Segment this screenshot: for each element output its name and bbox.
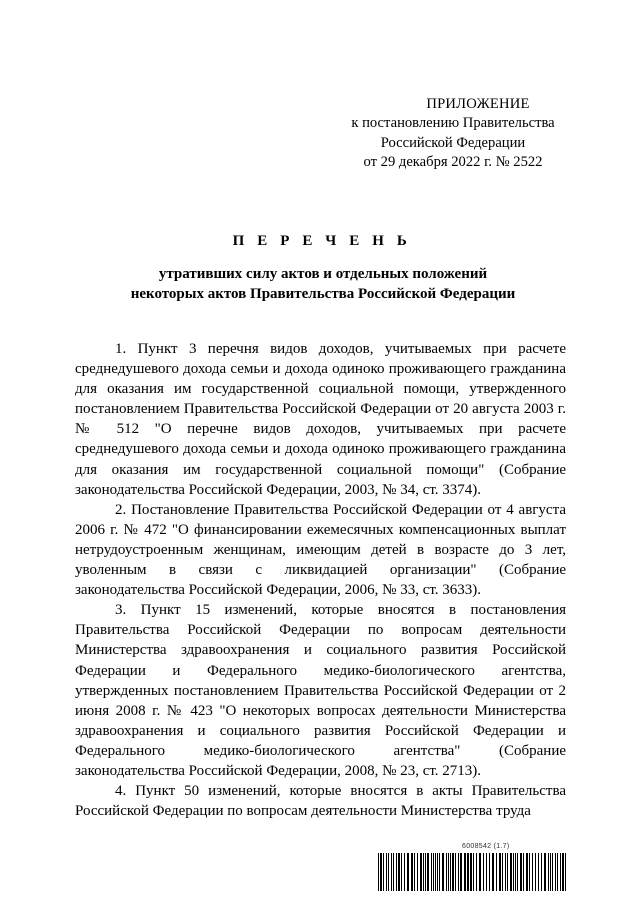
document-subheading <box>0 265 640 304</box>
appendix-line-date-number: от 29 декабря 2022 г. № 2522 <box>363 153 543 170</box>
document-body <box>75 339 566 821</box>
barcode-number: 6008542 (1.7) <box>462 843 510 850</box>
subheading-line-2: некоторых актов Правительства Российской Федерации <box>130 285 516 302</box>
document-heading: П Е Р Е Ч Е Н Ь <box>232 233 412 249</box>
appendix-line-decree: к постановлению Правительства <box>351 115 555 132</box>
appendix-block <box>338 95 568 172</box>
paragraph-item-1: 1. Пункт 3 перечня видов доходов, учитываемых при расчете среднедушевого дохода семьи и дохода одиноко проживающего гражданина для оказания им государственной социальной помощи, утвержденного постановлением Правительства Российской Федерации от 20 августа 2003 г. № 512 "О перечне видов доходов, учитываемых при расчете среднедушевого дохода семьи и дохода одиноко проживающего гражданина для оказания им государственной социальной помощи" (Собрание законодательства Российской Федерации, 2003, № 34, ст. 3374). <box>75 341 566 498</box>
subheading-line-1: утративших силу актов и отдельных положений <box>158 266 488 282</box>
paragraph-item-4: 4. Пункт 50 изменений, которые вносятся в акты Правительства Российской Федерации по вопросам деятельности Министерства труда <box>75 783 566 820</box>
paragraph-item-2: 2. Постановление Правительства Российской Федерации от 4 августа 2006 г. № 472 "О финансировании ежемесячных компенсационных выплат нетрудоустроенным женщинам, имеющим детей в возрасте до 3 лет, уволенным в связи с ликвидацией организации" (Собрание законодательства Российской Федерации, 2006, № 33, ст. 3633). <box>75 501 566 599</box>
barcode-icon <box>378 853 568 891</box>
appendix-title: ПРИЛОЖЕНИЕ <box>426 96 530 112</box>
appendix-line-federation: Российской Федерации <box>380 134 526 151</box>
paragraph-item-3: 3. Пункт 15 изменений, которые вносятся в постановления Правительства Российской Федерации по вопросам деятельности Министерства здравоохранения и социального развития Российской Федерации и Федерального медико-биологического агентства, утвержденных постановлением Правительства Российской Федерации от 2 июня 2008 г. № 423 "О некоторых вопросах деятельности Министерства здравоохранения и социального развития Российской Федерации и Федерального медико-биологического агентства" (Собрание законодательства Российской Федерации, 2008, № 23, ст. 2713). <box>75 602 566 779</box>
barcode <box>378 843 568 893</box>
